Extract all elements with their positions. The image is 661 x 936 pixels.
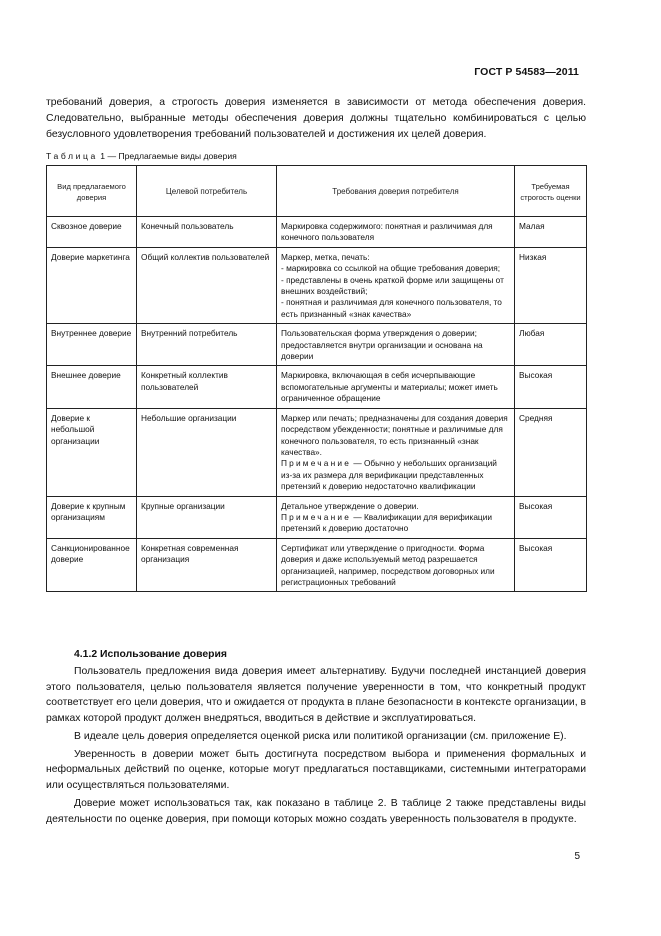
section-body	[46, 664, 586, 830]
cell-kind: Внешнее доверие	[47, 366, 137, 408]
document-code: ГОСТ Р 54583—2011	[474, 66, 579, 78]
table-row	[47, 217, 587, 248]
cell-consumer: Небольшие организации	[137, 408, 277, 496]
section-paragraph: Пользователь предложения вида доверия имеет альтернативу. Будучи последней инстанцией доверия этого пользователя, целью пользователя является получение уверенности в том, что конкретный продукт соответствует его цели доверия, что и ожидается от продукта в плане безопасности в контексте организации, в рамках которой продукт должен внедряться, вводиться в действие и эксплуатироваться.	[46, 666, 587, 724]
cell-requirements	[277, 496, 515, 538]
requirement-line: Маркер или печать; предназначены для создания доверия посредством убежденности; понятные и различимые для конечного пользователя, то есть признанный «знак качества».	[281, 412, 508, 457]
intro-paragraph: требований доверия, а строгость доверия изменяется в зависимости от метода обеспечения доверия. Следовательно, выбранные методы обеспечения доверия должны тщательно комбинироваться с целью безусловного удовлетворения требований пользователей и достижения их целей доверия.	[46, 97, 586, 140]
header-kind: Вид предлагаемого доверия	[47, 166, 137, 217]
section-heading: 4.1.2 Использование доверия	[74, 649, 227, 660]
cell-kind: Доверие маркетинга	[47, 247, 137, 323]
requirement-line: Маркировка, включающая в себя исчерпывающие вспомогательные аргументы и материалы; может иметь ограниченное обращение	[281, 370, 498, 404]
table-row	[47, 366, 587, 408]
cell-kind: Доверие к крупным организациям	[47, 496, 137, 538]
table-row	[47, 408, 587, 496]
note-text: — Квалификации для верификации претензий к доверию достаточно	[281, 511, 492, 534]
cell-consumer: Внутренний потребитель	[137, 324, 277, 366]
cell-kind: Санкционированное доверие	[47, 538, 137, 592]
cell-kind: Доверие к небольшой организации	[47, 408, 137, 496]
requirement-line: - маркировка со ссылкой на общие требования доверия;	[281, 263, 501, 274]
cell-requirements	[277, 247, 515, 323]
cell-rigor: Низкая	[515, 247, 587, 323]
cell-requirements	[277, 324, 515, 366]
note-text: — Обычно у небольших организаций из-за их размера для верификации представленных претензий к доверию недостаточно квалификации	[281, 458, 497, 492]
page-number: 5	[574, 851, 580, 862]
cell-consumer: Конкретный коллектив пользователей	[137, 366, 277, 408]
table-header-row	[47, 166, 587, 217]
cell-kind: Сквозное доверие	[47, 217, 137, 248]
cell-consumer: Крупные организации	[137, 496, 277, 538]
requirement-line: Сертификат или утверждение о пригодности. Форма доверия и даже используемый метод разрешается организацией, например, посредством договорных или регистрационных требований	[281, 542, 495, 587]
requirement-line: Маркер, метка, печать:	[281, 251, 370, 262]
cell-requirements	[277, 408, 515, 496]
table-row	[47, 247, 587, 323]
requirement-line: Пользовательская форма утверждения о доверии; предоставляется внутри организации и основана на доверии	[281, 328, 483, 362]
cell-consumer: Общий коллектив пользователей	[137, 247, 277, 323]
cell-consumer: Конкретная современная организация	[137, 538, 277, 592]
header-consumer: Целевой потребитель	[137, 166, 277, 217]
section-paragraph: В идеале цель доверия определяется оценкой риска или политикой организации (см. приложение Е).	[74, 730, 567, 742]
cell-rigor: Любая	[515, 324, 587, 366]
header-rigor: Требуемая строгость оценки	[515, 166, 587, 217]
requirement-line: - понятная и различимая для конечного пользователя, то есть признанный «знак качества»	[281, 297, 502, 319]
cell-requirements	[277, 366, 515, 408]
requirement-line: Маркировка содержимого: понятная и различимая для конечного пользователя	[281, 221, 493, 243]
table-body	[47, 217, 587, 592]
section-paragraph: Уверенность в доверии может быть достигнута посредством выбора и применения формальных и неформальных действий по оценке, которые могут предлагаться поставщиками, системными интеграторами или осуществляться пользователями.	[46, 748, 586, 791]
header-requirements: Требования доверия потребителя	[277, 166, 515, 217]
assurance-types-table	[46, 165, 587, 592]
cell-rigor: Высокая	[515, 366, 587, 408]
cell-requirements	[277, 217, 515, 248]
cell-rigor: Средняя	[515, 408, 587, 496]
section-paragraph: Доверие может использоваться так, как показано в таблице 2. В таблице 2 также представлены виды деятельности по оценке доверия, при помощи которых можно создать уверенность пользователя в продукте.	[46, 797, 586, 825]
table-note	[281, 458, 510, 492]
requirement-line: - представлены в очень краткой форме или защищены от внешних воздействий;	[281, 274, 504, 297]
table-row	[47, 496, 587, 538]
cell-kind: Внутреннее доверие	[47, 324, 137, 366]
table-row	[47, 324, 587, 366]
requirement-line: Детальное утверждение о доверии.	[281, 500, 419, 511]
table-note	[281, 512, 510, 535]
cell-rigor: Высокая	[515, 496, 587, 538]
table-row	[47, 538, 587, 592]
cell-requirements	[277, 538, 515, 592]
cell-consumer: Конечный пользователь	[137, 217, 277, 248]
cell-rigor: Высокая	[515, 538, 587, 592]
note-label: Примечание	[281, 458, 352, 469]
cell-rigor: Малая	[515, 217, 587, 248]
table-caption-label: Таблица	[46, 151, 98, 161]
note-label: Примечание	[281, 511, 352, 522]
table-caption-text: 1 — Предлагаемые виды доверия	[97, 151, 237, 161]
table-caption	[46, 151, 237, 161]
